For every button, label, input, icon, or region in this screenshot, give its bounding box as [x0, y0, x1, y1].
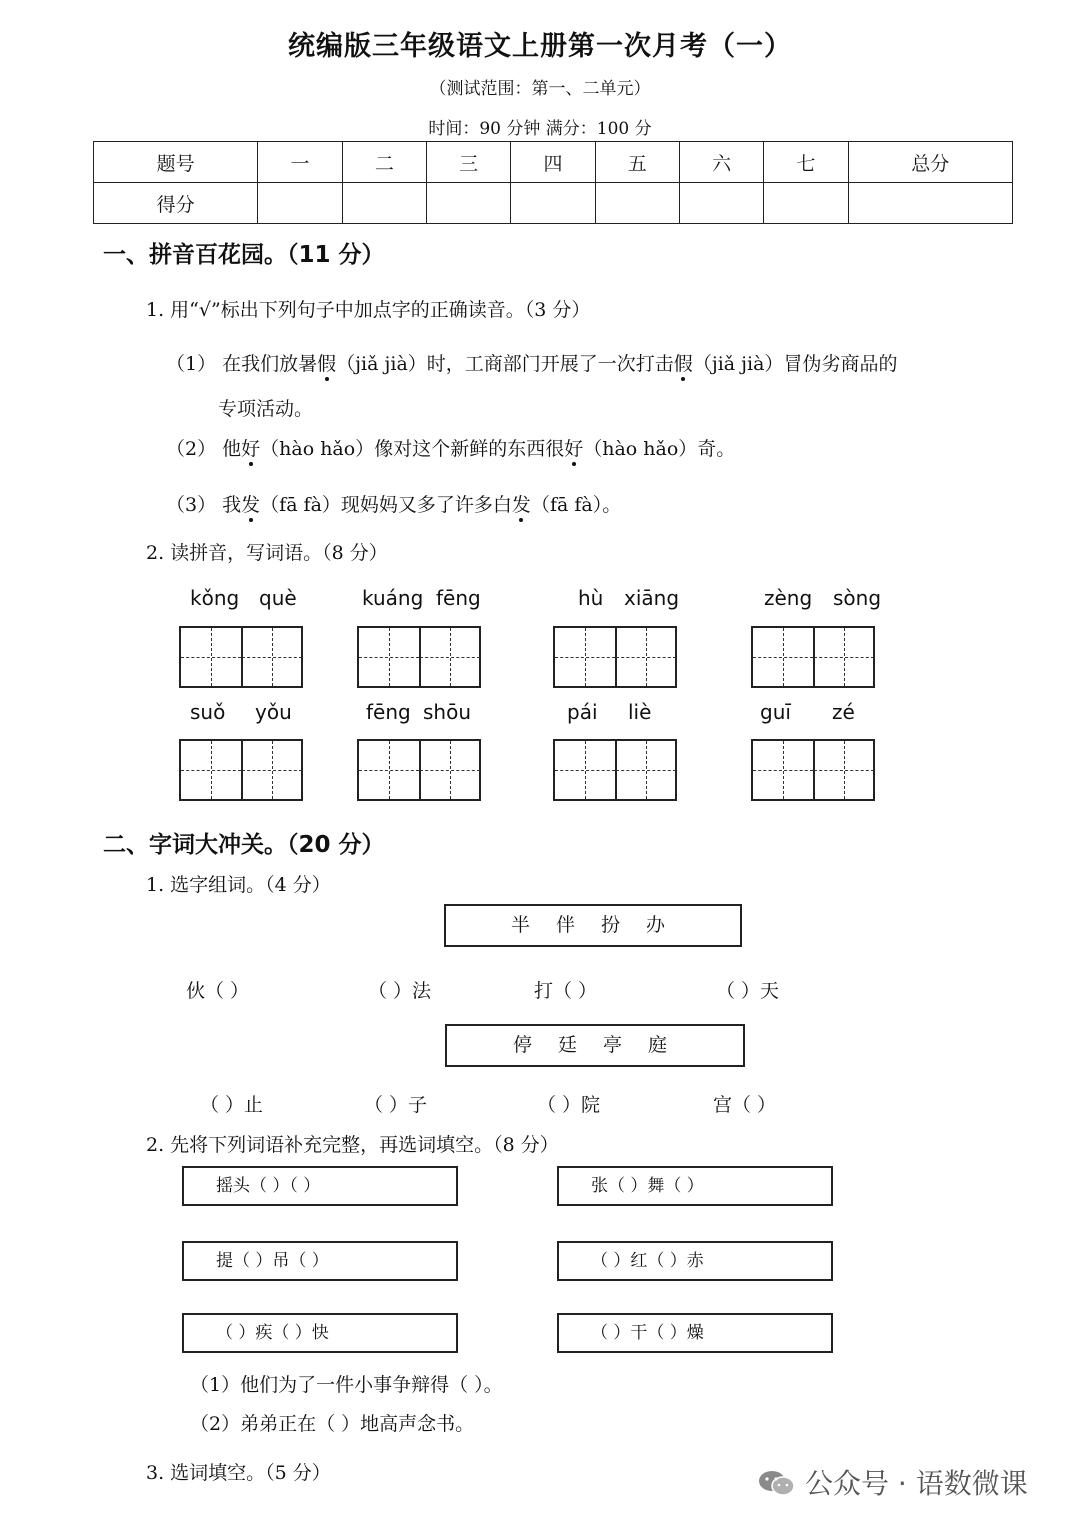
fill-sentence[interactable]: （2）弟弟正在（ ）地高声念书。 — [190, 1413, 475, 1435]
sentence-text: （fā fà）现妈妈又多了许多白 — [260, 494, 512, 516]
sentence-text: （hào hǎo）奇。 — [583, 438, 736, 460]
dotted-char: 假 — [317, 353, 337, 375]
pinyin: fēng — [436, 586, 481, 610]
sentence-2 — [166, 434, 735, 461]
table-cell: 四 — [511, 142, 595, 183]
idiom-box[interactable]: （ ）干（ ）燥 — [557, 1313, 833, 1353]
dotted-char: 假 — [673, 353, 693, 375]
sentence-1-continued: 专项活动。 — [218, 398, 314, 420]
page-title: 统编版三年级语文上册第一次月考（一） — [288, 31, 792, 62]
pinyin: zé — [832, 700, 855, 724]
question-title: 1. 选字组词。（4 分） — [146, 874, 331, 896]
character-choice-box: 半 伴 扮 办 — [444, 904, 742, 947]
sentence-text: （jiǎ jià）时，工商部门开展了一次打击 — [336, 353, 674, 375]
pinyin: què — [259, 586, 297, 610]
idiom-box[interactable]: 摇头（ ）（ ） — [182, 1166, 458, 1206]
table-cell: 五 — [595, 142, 679, 183]
fill-blank[interactable]: （ ）法 — [368, 980, 432, 1002]
dotted-char: 发 — [241, 494, 261, 516]
score-table-score-row — [94, 183, 1013, 224]
sentence-text: （hào hǎo）像对这个新鲜的东西很 — [260, 438, 565, 460]
writing-grid[interactable] — [751, 626, 875, 688]
pinyin: yǒu — [255, 700, 292, 724]
fill-blank[interactable]: （ ）止 — [200, 1094, 264, 1116]
score-cell[interactable] — [764, 183, 848, 224]
dotted-char: 好 — [564, 438, 584, 460]
pinyin: sòng — [833, 586, 882, 610]
pinyin: zèng — [764, 586, 813, 610]
idiom-box[interactable]: 提（ ）吊（ ） — [182, 1241, 458, 1281]
wechat-icon — [757, 1468, 797, 1498]
writing-grid[interactable] — [179, 626, 303, 688]
table-cell: 六 — [679, 142, 763, 183]
sentence-1 — [166, 349, 897, 376]
fill-blank[interactable]: （ ）天 — [716, 980, 780, 1002]
score-cell[interactable] — [426, 183, 510, 224]
idiom-box[interactable]: （ ）红（ ）赤 — [557, 1241, 833, 1281]
section-heading: 一、拼音百花园。（11 分） — [103, 242, 385, 268]
table-cell: 题号 — [94, 142, 258, 183]
question-title: 2. 先将下列词语补充完整，再选词填空。（8 分） — [146, 1134, 559, 1156]
fill-blank[interactable]: 宫（ ） — [713, 1094, 777, 1116]
fill-sentence[interactable]: （1）他们为了一件小事争辩得（ ）。 — [190, 1374, 503, 1396]
fill-blank[interactable]: 打（ ） — [534, 980, 598, 1002]
table-cell: 二 — [342, 142, 426, 183]
score-table — [93, 141, 1013, 224]
table-cell: 总分 — [848, 142, 1012, 183]
idiom-box[interactable]: 张（ ）舞（ ） — [557, 1166, 833, 1206]
fill-blank[interactable]: （ ）子 — [364, 1094, 428, 1116]
pinyin: pái — [567, 700, 598, 724]
score-table-header-row — [94, 142, 1013, 183]
writing-grid[interactable] — [357, 739, 481, 801]
sentence-text: （1） 在我们放暑 — [166, 353, 318, 375]
pinyin: kǒng — [190, 586, 240, 610]
sentence-text: （jiǎ jià）冒伪劣商品的 — [692, 353, 898, 375]
sentence-text: （3） 我 — [166, 494, 242, 516]
writing-grid[interactable] — [357, 626, 481, 688]
writing-grid[interactable] — [553, 739, 677, 801]
pinyin: fēng — [366, 700, 411, 724]
score-cell[interactable] — [342, 183, 426, 224]
score-cell[interactable] — [511, 183, 595, 224]
writing-grid[interactable] — [751, 739, 875, 801]
fill-blank[interactable]: （ ）院 — [537, 1094, 601, 1116]
sentence-text: （fā fà）。 — [530, 494, 622, 516]
score-cell[interactable] — [258, 183, 342, 224]
pinyin: shōu — [423, 700, 472, 724]
character-choice-box: 停 廷 亭 庭 — [445, 1024, 745, 1067]
score-cell[interactable] — [848, 183, 1012, 224]
time-and-score: 时间：90 分钟 满分：100 分 — [428, 119, 652, 139]
pinyin: guī — [760, 700, 791, 724]
pinyin: kuáng — [362, 586, 424, 610]
table-cell: 七 — [764, 142, 848, 183]
dotted-char: 好 — [241, 438, 261, 460]
watermark-text: 公众号 · 语数微课 — [805, 1467, 1028, 1500]
section-heading: 二、字词大冲关。（20 分） — [103, 832, 385, 858]
fill-blank[interactable]: 伙（ ） — [186, 980, 250, 1002]
sentence-3 — [166, 490, 621, 517]
question-title: 3. 选词填空。（5 分） — [146, 1462, 331, 1484]
idiom-box[interactable]: （ ）疾（ ）快 — [182, 1313, 458, 1353]
table-cell: 一 — [258, 142, 342, 183]
question-title: 2. 读拼音，写词语。（8 分） — [146, 542, 388, 564]
score-cell[interactable] — [679, 183, 763, 224]
table-cell: 三 — [426, 142, 510, 183]
table-cell: 得分 — [94, 183, 258, 224]
pinyin: hù — [578, 586, 604, 610]
pinyin: suǒ — [190, 700, 226, 724]
writing-grid[interactable] — [553, 626, 677, 688]
pinyin: liè — [628, 700, 652, 724]
score-cell[interactable] — [595, 183, 679, 224]
dotted-char: 发 — [511, 494, 531, 516]
test-scope: （测试范围：第一、二单元） — [429, 79, 651, 99]
writing-grid[interactable] — [179, 739, 303, 801]
pinyin: xiāng — [624, 586, 680, 610]
question-title: 1. 用“√”标出下列句子中加点字的正确读音。（3 分） — [146, 299, 591, 321]
sentence-text: （2） 他 — [166, 438, 242, 460]
